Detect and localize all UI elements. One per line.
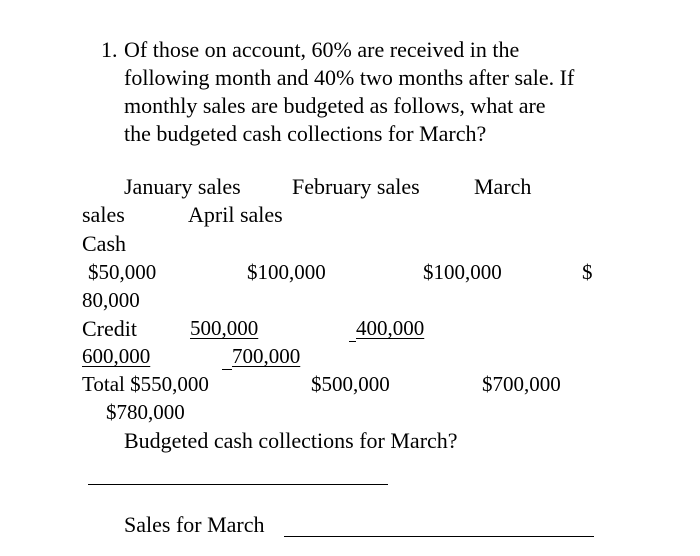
credit-february: 400,000 bbox=[356, 316, 425, 340]
cash-february: $100,000 bbox=[247, 260, 326, 284]
credit-march: 600,000 bbox=[82, 344, 151, 368]
total-february: $500,000 bbox=[311, 372, 390, 396]
sales-for-march-label: Sales for March bbox=[124, 512, 265, 537]
header-sales-wrap: sales bbox=[82, 202, 125, 227]
budgeted-collections-prompt: Budgeted cash collections for March? bbox=[124, 428, 458, 453]
total-label-january: Total $550,000 bbox=[82, 372, 209, 396]
credit-february-underline-lead bbox=[349, 341, 356, 342]
credit-april-underline-lead bbox=[222, 369, 232, 370]
question-line-2: following month and 40% two months after sale. If bbox=[124, 65, 575, 90]
total-march: $700,000 bbox=[482, 372, 561, 396]
question-line-1: Of those on account, 60% are received in the bbox=[124, 37, 520, 62]
cash-january: $50,000 bbox=[88, 260, 157, 284]
credit-label: Credit bbox=[82, 316, 137, 341]
cash-april-dollar: $ bbox=[582, 260, 593, 284]
header-january-sales: January sales bbox=[124, 174, 241, 199]
cash-april-value: 80,000 bbox=[82, 288, 140, 312]
total-april: $780,000 bbox=[106, 400, 185, 424]
answer-blank-line[interactable] bbox=[88, 484, 388, 485]
sales-for-march-blank-line[interactable] bbox=[284, 536, 594, 537]
question-line-3: monthly sales are budgeted as follows, what are bbox=[124, 93, 546, 118]
cash-march: $100,000 bbox=[423, 260, 502, 284]
question-line-4: the budgeted cash collections for March? bbox=[124, 121, 487, 146]
question-number: 1. bbox=[101, 37, 118, 62]
header-april-sales: April sales bbox=[188, 202, 283, 227]
header-february-sales: February sales bbox=[292, 174, 420, 199]
credit-january: 500,000 bbox=[190, 316, 259, 340]
cash-label: Cash bbox=[82, 231, 126, 256]
credit-april: 700,000 bbox=[232, 344, 301, 368]
header-march: March bbox=[474, 174, 532, 199]
